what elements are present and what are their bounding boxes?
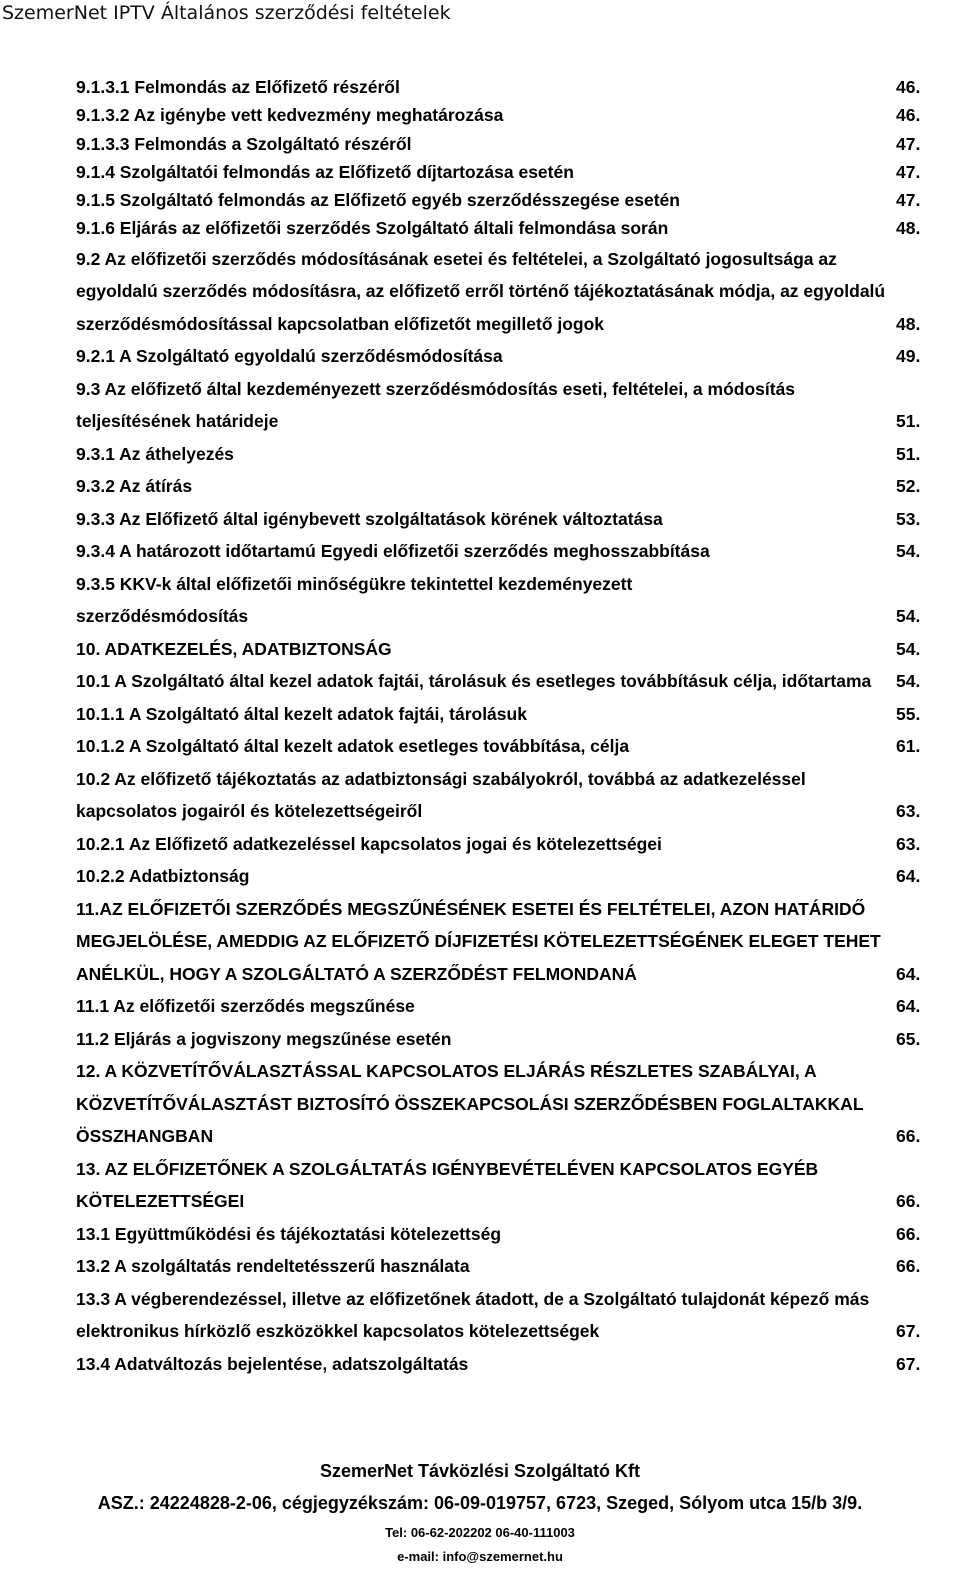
toc-entry[interactable] [76, 503, 956, 536]
toc-entry[interactable] [76, 665, 956, 698]
document-header [0, 0, 960, 26]
toc-entry-title: 9.3.1 Az áthelyezés [76, 443, 234, 464]
toc-entry-page: 61. [896, 736, 921, 757]
toc-entry-title: 13.3 A végberendezéssel, illetve az előfizetőnek átadott, de a Szolgáltató tulajdonát képező más elektronikus hírközlő eszközökkel kapcsolatos kötelezettségek [76, 1288, 870, 1342]
toc-entry-page: 49. [896, 346, 921, 367]
toc-entry-page: 54. [896, 541, 921, 562]
toc-entry-page: 54. [896, 606, 921, 627]
toc-entry-title: 10.2.1 Az Előfizető adatkezeléssel kapcsolatos jogai és kötelezettségei [76, 833, 662, 854]
toc-entry[interactable] [76, 1023, 956, 1056]
toc-entry[interactable] [76, 828, 956, 861]
toc-entry[interactable] [76, 1283, 956, 1348]
toc-entry[interactable] [76, 893, 956, 991]
table-of-contents [76, 73, 956, 1380]
toc-entry-page: 67. [896, 1353, 921, 1374]
toc-entry-title: 13.4 Adatváltozás bejelentése, adatszolgáltatás [76, 1353, 469, 1374]
toc-entry-title: 10.1 A Szolgáltató által kezel adatok fajtái, tárolásuk és esetleges továbbításuk célja, időtartama [76, 671, 872, 692]
toc-entry-page: 64. [896, 866, 921, 887]
toc-entry-page: 47. [896, 133, 921, 154]
footer-phone: Tel: 06-62-202202 06-40-111003 [385, 1525, 575, 1540]
toc-entry-title: 9.3.5 KKV-k által előfizetői minőségükre tekintettel kezdeményezett szerződésmódosítás [76, 573, 633, 627]
toc-entry-title: 9.2.1 A Szolgáltató egyoldalú szerződésmódosítása [76, 346, 503, 367]
toc-entry[interactable] [76, 698, 956, 731]
toc-entry-title: 12. A KÖZVETÍTŐVÁLASZTÁSSAL KAPCSOLATOS ELJÁRÁS RÉSZLETES SZABÁLYAI, A KÖZVETÍTŐVÁLASZTÁST BIZTOSÍTÓ ÖSSZEKAPCSOLÁSI SZERZŐDÉSBEN FOGLALTAKKAL ÖSSZHANGBAN [76, 1061, 864, 1147]
toc-entry-title: 13.2 A szolgáltatás rendeltetésszerű használata [76, 1256, 470, 1277]
toc-entry-page: 66. [896, 1126, 921, 1147]
toc-entry[interactable] [76, 470, 956, 503]
toc-entry-title: 9.3.3 Az Előfizető által igénybevett szolgáltatások körének változtatása [76, 508, 663, 529]
toc-entry[interactable] [76, 1153, 956, 1218]
toc-entry-page: 51. [896, 443, 921, 464]
toc-entry[interactable] [76, 1055, 956, 1153]
toc-entry-page: 66. [896, 1223, 921, 1244]
toc-entry[interactable] [76, 633, 956, 666]
toc-entry[interactable] [76, 101, 956, 129]
toc-entry[interactable] [76, 340, 956, 373]
toc-entry-title: 9.3.4 A határozott időtartamú Egyedi előfizetői szerződés meghosszabbítása [76, 541, 710, 562]
toc-entry[interactable] [76, 186, 956, 214]
toc-entry-title: 9.1.5 Szolgáltató felmondás az Előfizető egyéb szerződésszegése esetén [76, 190, 680, 211]
header-title: SzemerNet IPTV Általános szerződési feltételek [2, 2, 451, 24]
toc-entry[interactable] [76, 214, 956, 242]
toc-entry-title: 10.2.2 Adatbiztonság [76, 866, 250, 887]
toc-entry-page: 51. [896, 411, 921, 432]
toc-entry-title: 9.1.4 Szolgáltatói felmondás az Előfizető díjtartozása esetén [76, 161, 574, 182]
footer-email: e-mail: info@szemernet.hu [397, 1549, 563, 1564]
footer-address: ASZ.: 24224828-2-06, cégjegyzékszám: 06-09-019757, 6723, Szeged, Sólyom utca 15/b 3/9. [97, 1493, 863, 1513]
toc-entry[interactable] [76, 1250, 956, 1283]
footer-company: SzemerNet Távközlési Szolgáltató Kft [319, 1461, 641, 1481]
toc-entry-title: 10.1.1 A Szolgáltató által kezelt adatok fajtái, tárolásuk [76, 703, 527, 724]
toc-entry-title: 9.2 Az előfizetői szerződés módosításának esetei és feltételei, a Szolgáltató jogosultsága az egyoldalú szerződés módosításra, az előfizető erről történő tájékoztatásának módja, az egyoldalú szerződésmódosítással kapcsolatban előfizetőt megillető jogok [76, 248, 886, 334]
toc-entry[interactable] [76, 73, 956, 101]
toc-entry[interactable] [76, 243, 956, 341]
toc-entry-title: 9.1.3.3 Felmondás a Szolgáltató részéről [76, 133, 412, 154]
toc-entry-title: 9.1.3.1 Felmondás az Előfizető részéről [76, 77, 400, 97]
toc-entry-title: 11.AZ ELŐFIZETŐI SZERZŐDÉS MEGSZŰNÉSÉNEK ESETEI ÉS FELTÉTELEI, AZON HATÁRIDŐ MEGJELÖLÉSE, AMEDDIG AZ ELŐFIZETŐ DÍJFIZETÉSI KÖTELEZETTSÉGÉNEK ELEGET TEHET ANÉLKÜL, HOGY A SZOLGÁLTATÓ A SZERZŐDÉST FELMONDANÁ [76, 898, 881, 984]
toc-entry-title: 10. ADATKEZELÉS, ADATBIZTONSÁG [76, 638, 392, 659]
toc-entry-title: 11.2 Eljárás a jogviszony megszűnése esetén [76, 1028, 452, 1049]
toc-entry-page: 66. [896, 1256, 921, 1277]
toc-entry-page: 48. [896, 313, 921, 334]
toc-entry-page: 47. [896, 161, 921, 182]
toc-entry-page: 46. [896, 77, 921, 97]
toc-entry[interactable] [76, 373, 956, 438]
toc-entry-title: 9.3 Az előfizető által kezdeményezett szerződésmódosítás eseti, feltételei, a módosítás teljesítésének határideje [76, 378, 796, 432]
toc-entry-page: 64. [896, 996, 921, 1017]
toc-entry-page: 66. [896, 1191, 921, 1212]
toc-entry-page: 54. [896, 638, 921, 659]
toc-entry-title: 11.1 Az előfizetői szerződés megszűnése [76, 996, 415, 1017]
toc-entry[interactable] [76, 730, 956, 763]
toc-entry-page: 48. [896, 218, 921, 239]
toc-entry[interactable] [76, 1348, 956, 1381]
toc-entry-page: 65. [896, 1028, 921, 1049]
toc-entry-page: 55. [896, 703, 921, 724]
toc-entry-title: 13.1 Együttműködési és tájékoztatási kötelezettség [76, 1223, 502, 1244]
toc-entry-page: 54. [896, 671, 921, 692]
toc-entry[interactable] [76, 535, 956, 568]
toc-entry[interactable] [76, 568, 956, 633]
toc-entry-title: 10.2 Az előfizető tájékoztatás az adatbiztonsági szabályokról, továbbá az adatkezeléssel kapcsolatos jogairól és kötelezettségeiről [76, 768, 806, 822]
toc-entry-title: 9.1.3.2 Az igénybe vett kedvezmény meghatározása [76, 105, 504, 126]
toc-entry-title: 9.1.6 Eljárás az előfizetői szerződés Szolgáltató általi felmondása során [76, 218, 669, 239]
toc-entry-page: 63. [896, 833, 921, 854]
toc-entry-title: 10.1.2 A Szolgáltató által kezelt adatok esetleges továbbítása, célja [76, 736, 630, 757]
toc-entry-title: 13. AZ ELŐFIZETŐNEK A SZOLGÁLTATÁS IGÉNYBEVÉTELÉVEN KAPCSOLATOS EGYÉB KÖTELEZETTSÉGEI [76, 1158, 819, 1212]
toc-entry-page: 53. [896, 508, 921, 529]
toc-entry[interactable] [76, 1218, 956, 1251]
toc-entry[interactable] [76, 860, 956, 893]
toc-entry-page: 52. [896, 476, 921, 497]
toc-entry-page: 63. [896, 801, 921, 822]
toc-entry-page: 67. [896, 1321, 921, 1342]
toc-entry-page: 47. [896, 190, 921, 211]
toc-entry[interactable] [76, 158, 956, 186]
toc-entry-title: 9.3.2 Az átírás [76, 476, 193, 497]
toc-entry[interactable] [76, 990, 956, 1023]
toc-entry[interactable] [76, 130, 956, 158]
toc-entry[interactable] [76, 438, 956, 471]
toc-entry-page: 64. [896, 963, 921, 984]
toc-entry[interactable] [76, 763, 956, 828]
toc-entry-page: 46. [896, 105, 921, 126]
